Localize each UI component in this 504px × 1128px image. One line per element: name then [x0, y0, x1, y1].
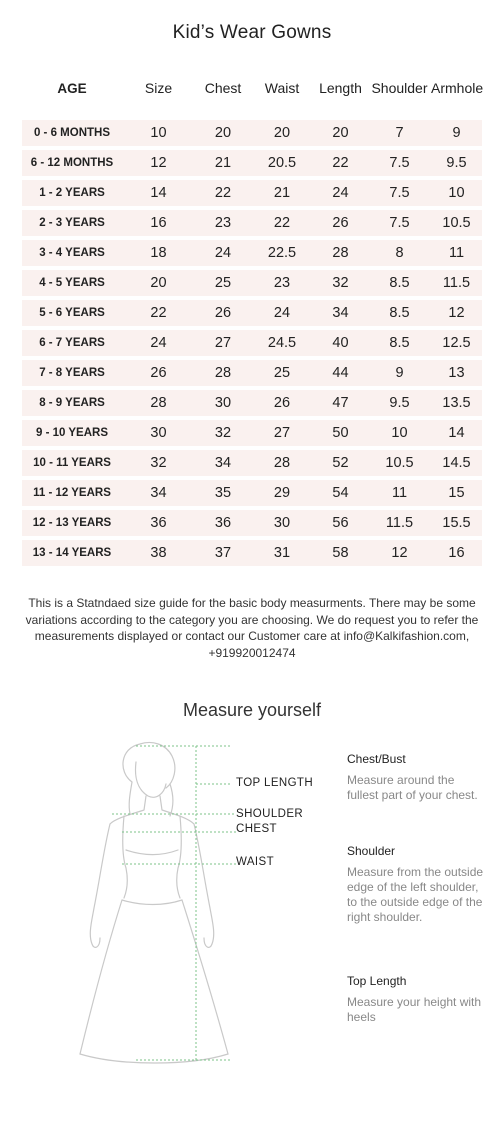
header-waist: Waist	[264, 80, 300, 96]
cell-waist: 20	[273, 125, 291, 141]
cell-size: 28	[150, 395, 167, 411]
table-row	[22, 240, 482, 266]
cell-chest: 23	[214, 215, 232, 231]
cell-waist: 27	[273, 425, 291, 441]
cell-armhole: 14.5	[442, 455, 471, 471]
cell-waist: 24	[273, 305, 291, 321]
cell-chest: 35	[214, 485, 232, 501]
cell-size: 14	[150, 185, 167, 201]
cell-shoulder: 10	[391, 425, 408, 441]
cell-length: 20	[332, 125, 349, 141]
cell-age: 6 - 7 YEARS	[39, 337, 105, 349]
cell-length: 56	[332, 515, 349, 531]
cell-age: 10 - 11 YEARS	[33, 457, 111, 469]
cell-chest: 30	[214, 395, 232, 411]
cell-chest: 21	[214, 155, 232, 171]
dress-silhouette-icon	[70, 738, 250, 1068]
cell-age: 11 - 12 YEARS	[33, 487, 111, 499]
page-title: Kid’s Wear Gowns	[172, 22, 332, 43]
cell-size: 12	[150, 155, 167, 171]
cell-size: 36	[150, 515, 167, 531]
cell-length: 58	[332, 545, 349, 561]
cell-age: 13 - 14 YEARS	[32, 547, 112, 559]
body-measurement-figure	[70, 738, 250, 1068]
header-size: Size	[144, 80, 173, 96]
cell-shoulder: 9	[395, 365, 404, 381]
cell-age: 6 - 12 MONTHS	[30, 157, 114, 169]
cell-shoulder: 10.5	[385, 455, 414, 471]
cell-armhole: 9.5	[446, 155, 467, 171]
cell-armhole: 10.5	[442, 215, 471, 231]
cell-size: 34	[150, 485, 167, 501]
cell-size: 32	[150, 455, 167, 471]
cell-chest: 34	[214, 455, 232, 471]
cell-shoulder: 11.5	[385, 515, 414, 531]
cell-waist: 28	[273, 455, 291, 471]
cell-shoulder: 9.5	[389, 395, 410, 411]
cell-age: 9 - 10 YEARS	[35, 427, 108, 439]
cell-chest: 22	[214, 185, 232, 201]
table-row	[22, 360, 482, 386]
table-row	[22, 270, 482, 296]
cell-armhole: 15	[448, 485, 465, 501]
top-length-label: TOP LENGTH	[236, 777, 314, 789]
cell-age: 4 - 5 YEARS	[39, 277, 105, 289]
table-row	[22, 510, 482, 536]
size-guide-note: This is a Statndaed size guide for the basic body measurments. There may be some variations according to the category you are choosing. We do request you to refer the measurements displayed or contact our Customer care at info@Kalkifashion.com, +919920012474	[25, 596, 479, 660]
table-row	[22, 420, 482, 446]
header-age: AGE	[57, 80, 87, 96]
cell-shoulder: 8.5	[389, 275, 410, 291]
cell-waist: 30	[273, 515, 291, 531]
cell-age: 7 - 8 YEARS	[39, 367, 105, 379]
cell-shoulder: 8	[395, 245, 404, 261]
cell-waist: 25	[273, 365, 291, 381]
cell-length: 28	[332, 245, 349, 261]
cell-armhole: 13	[448, 365, 465, 381]
cell-armhole: 15.5	[442, 515, 471, 531]
guide-heading: Chest/Bust	[347, 752, 406, 766]
waist-label: WAIST	[236, 856, 274, 868]
cell-armhole: 10	[448, 185, 465, 201]
cell-armhole: 13.5	[442, 395, 471, 411]
cell-armhole: 9	[452, 125, 461, 141]
cell-shoulder: 7.5	[389, 185, 410, 201]
cell-age: 3 - 4 YEARS	[39, 247, 105, 259]
cell-armhole: 12	[448, 305, 465, 321]
cell-length: 26	[332, 215, 349, 231]
cell-chest: 37	[214, 545, 232, 561]
cell-armhole: 11.5	[442, 275, 471, 291]
cell-waist: 21	[273, 185, 291, 201]
cell-length: 24	[332, 185, 349, 201]
cell-shoulder: 7.5	[389, 155, 410, 171]
table-row	[22, 300, 482, 326]
cell-shoulder: 12	[391, 545, 408, 561]
cell-armhole: 11	[448, 245, 465, 261]
shoulder-label: SHOULDER	[236, 808, 304, 820]
cell-length: 47	[332, 395, 349, 411]
table-header-row	[22, 60, 482, 116]
cell-size: 26	[150, 365, 167, 381]
guide-body: Measure your height with heels	[347, 995, 482, 1024]
cell-length: 22	[332, 155, 349, 171]
cell-waist: 24.5	[267, 335, 297, 351]
cell-waist: 22.5	[267, 245, 297, 261]
cell-shoulder: 7	[395, 125, 404, 141]
cell-waist: 23	[273, 275, 291, 291]
cell-armhole: 16	[448, 545, 465, 561]
table-row	[22, 390, 482, 416]
table-row	[22, 120, 482, 146]
table-row	[22, 330, 482, 356]
cell-size: 22	[150, 305, 167, 321]
cell-length: 54	[332, 485, 349, 501]
guide-heading: Top Length	[347, 974, 407, 988]
cell-chest: 26	[214, 305, 232, 321]
table-row	[22, 150, 482, 176]
cell-chest: 20	[214, 125, 232, 141]
header-shoulder: Shoulder	[371, 80, 428, 96]
cell-armhole: 12.5	[442, 335, 471, 351]
table-body	[22, 120, 482, 566]
cell-size: 38	[150, 545, 167, 561]
cell-size: 20	[150, 275, 167, 291]
cell-shoulder: 7.5	[389, 215, 410, 231]
cell-waist: 20.5	[267, 155, 297, 171]
cell-waist: 31	[273, 545, 291, 561]
header-armhole: Armhole	[431, 80, 484, 96]
cell-chest: 25	[214, 275, 232, 291]
cell-size: 16	[150, 215, 167, 231]
table-row	[22, 450, 482, 476]
cell-age: 8 - 9 YEARS	[39, 397, 105, 409]
header-length: Length	[319, 80, 362, 96]
header-chest: Chest	[204, 80, 242, 96]
table-row	[22, 540, 482, 566]
cell-chest: 32	[214, 425, 232, 441]
cell-length: 50	[332, 425, 349, 441]
cell-age: 12 - 13 YEARS	[32, 517, 112, 529]
cell-length: 34	[332, 305, 349, 321]
cell-chest: 24	[214, 245, 232, 261]
cell-chest: 27	[214, 335, 232, 351]
cell-armhole: 14	[448, 425, 465, 441]
cell-age: 5 - 6 YEARS	[39, 307, 105, 319]
cell-shoulder: 11	[391, 485, 408, 501]
cell-age: 1 - 2 YEARS	[39, 187, 105, 199]
cell-size: 18	[150, 245, 167, 261]
cell-waist: 22	[273, 215, 291, 231]
table-row	[22, 210, 482, 236]
guide-body: Measure from the outside edge of the left shoulder, to the outside edge of the right shoulder.	[347, 865, 484, 924]
cell-size: 10	[150, 125, 167, 141]
guide-shoulder	[347, 844, 487, 925]
size-chart-table	[22, 60, 482, 570]
cell-shoulder: 8.5	[389, 335, 410, 351]
cell-shoulder: 8.5	[389, 305, 410, 321]
table-row	[22, 180, 482, 206]
cell-waist: 29	[273, 485, 291, 501]
chest-label: CHEST	[236, 823, 277, 835]
cell-waist: 26	[273, 395, 291, 411]
guide-chest-bust	[347, 752, 487, 803]
cell-length: 32	[332, 275, 349, 291]
table-row	[22, 480, 482, 506]
measure-yourself-title: Measure yourself	[182, 700, 322, 720]
cell-age: 0 - 6 MONTHS	[33, 127, 111, 139]
cell-length: 44	[332, 365, 349, 381]
cell-chest: 36	[214, 515, 232, 531]
cell-length: 52	[332, 455, 349, 471]
guide-heading: Shoulder	[347, 844, 396, 858]
cell-size: 30	[150, 425, 167, 441]
cell-chest: 28	[214, 365, 232, 381]
cell-length: 40	[332, 335, 349, 351]
guide-body: Measure around the fullest part of your chest.	[347, 773, 478, 802]
cell-size: 24	[150, 335, 167, 351]
cell-age: 2 - 3 YEARS	[39, 217, 105, 229]
guide-top-length	[347, 974, 487, 1025]
